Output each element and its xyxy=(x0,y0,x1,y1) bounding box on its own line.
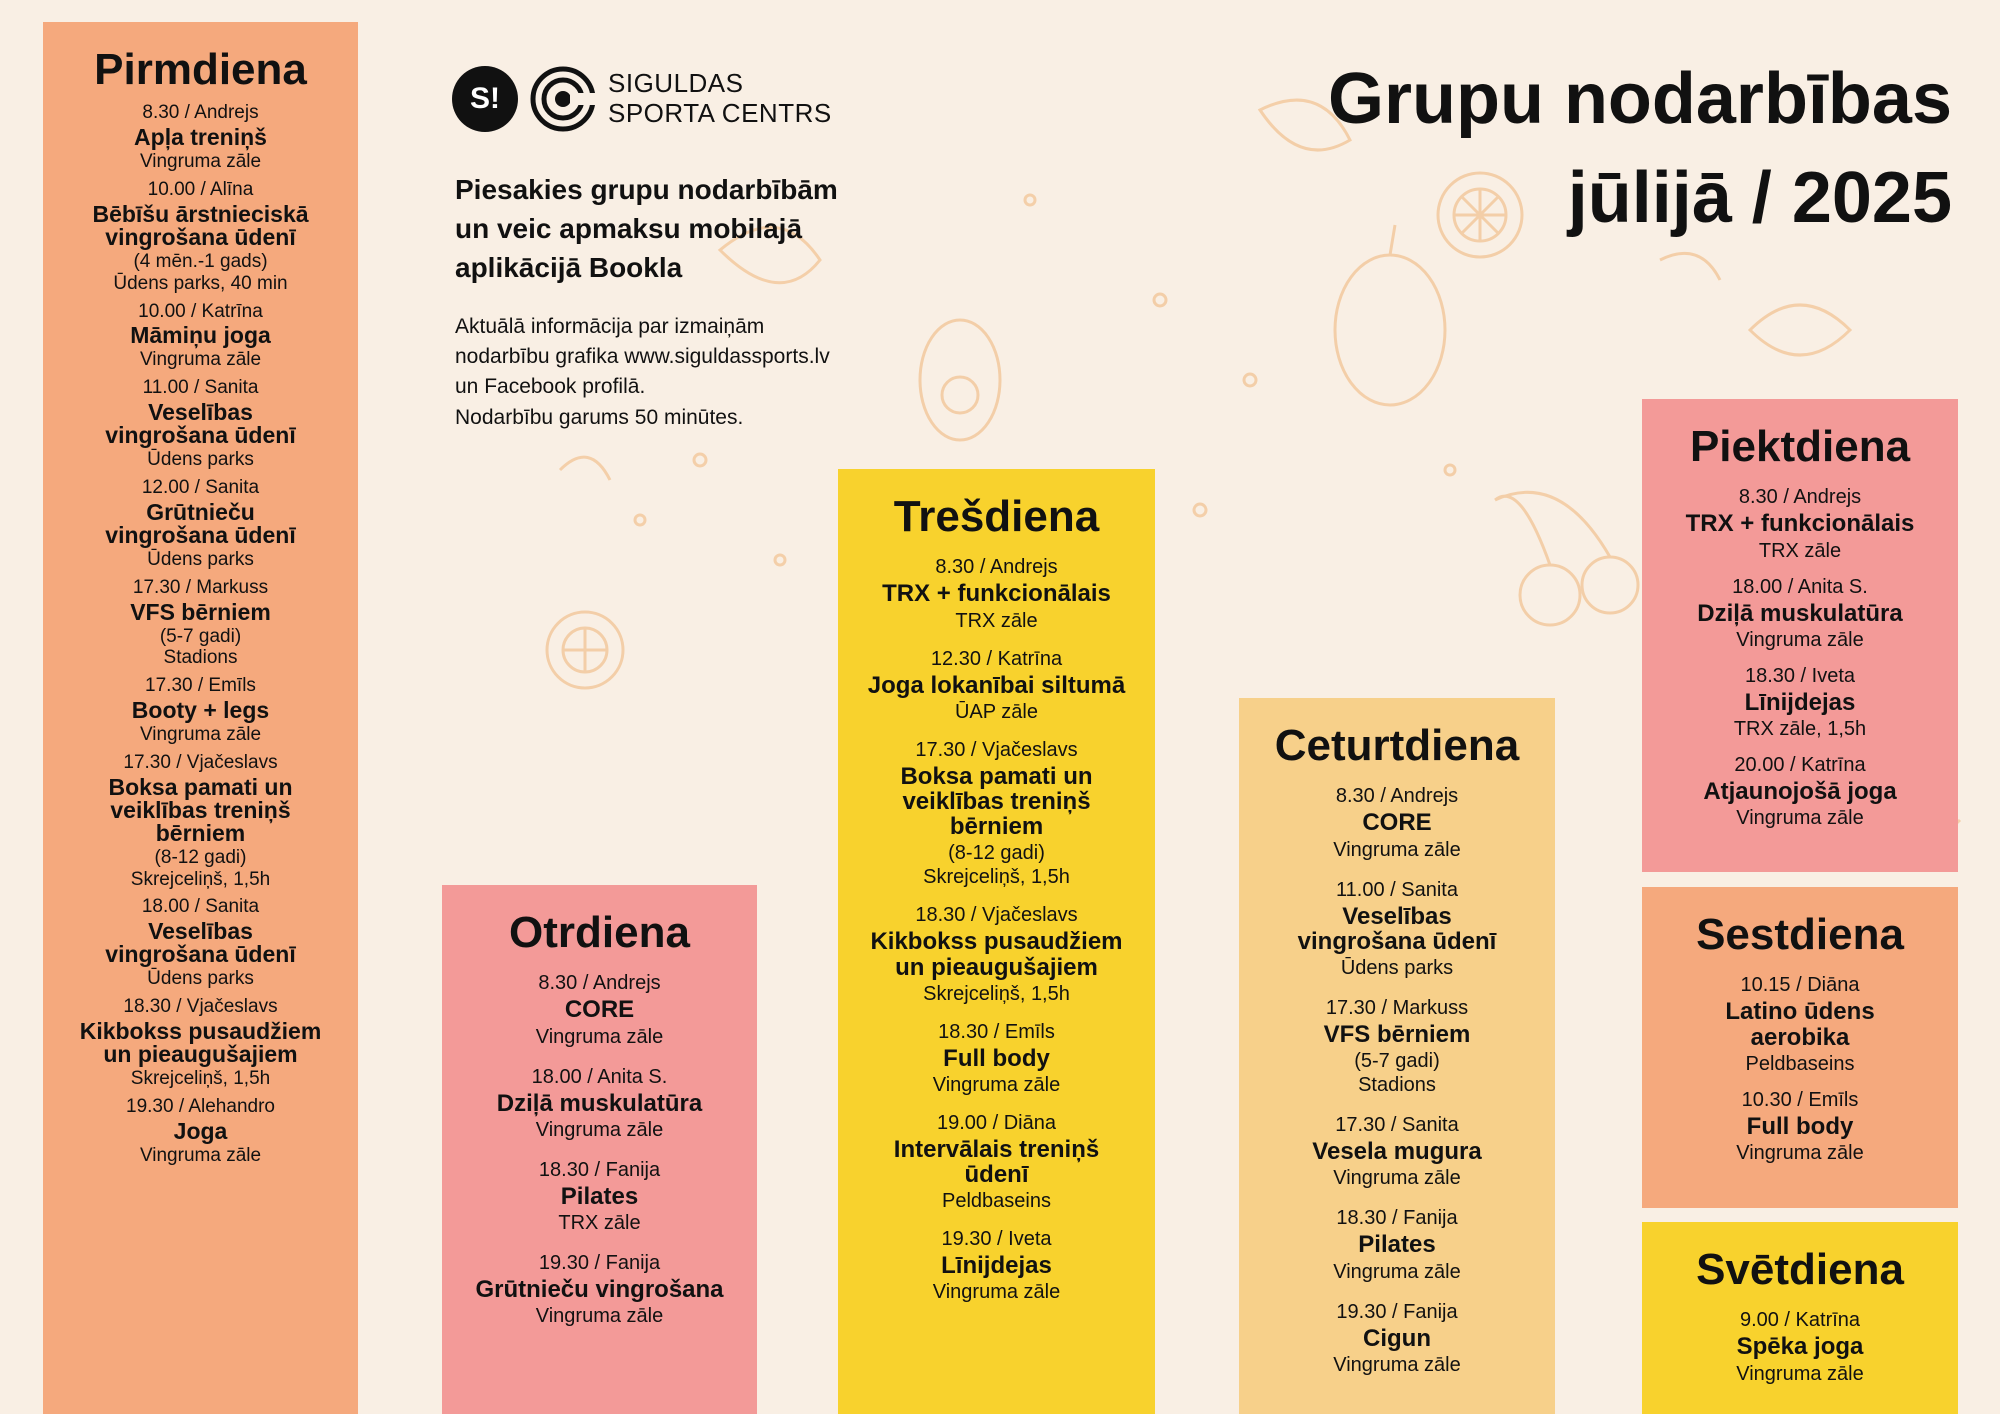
class-name-line: Joga lokanībai siltumā xyxy=(867,671,1126,699)
class-location-line: Vingruma zāle xyxy=(932,1073,1061,1096)
class-name-line: bērniem xyxy=(949,813,1044,841)
class-location-line: Skrejceliņš, 1,5h xyxy=(130,1067,271,1089)
day-title: Ceturtdiena xyxy=(1274,721,1520,770)
class-time-instructor: 18.00 / Anita S. xyxy=(1732,575,1868,598)
schedule-item xyxy=(51,301,350,372)
class-name-line: vingrošana ūdenī xyxy=(105,223,296,250)
class-name-line: vingrošana ūdenī xyxy=(105,422,296,449)
page-title-line-1: Grupu nodarbības xyxy=(1327,59,1952,139)
class-name xyxy=(450,1091,749,1116)
siguldas-sporta-centrs-logo xyxy=(452,66,832,132)
class-time-instructor: 8.30 / Andrejs xyxy=(1335,785,1459,808)
class-time-instructor: 17.30 / Markuss xyxy=(132,576,269,598)
day-column-saturday xyxy=(1642,887,1958,1208)
schedule-item xyxy=(51,577,350,670)
schedule-item xyxy=(450,1251,749,1328)
class-name xyxy=(1247,1326,1547,1351)
class-location xyxy=(846,982,1147,1006)
class-location xyxy=(51,151,350,173)
class-location-line: Skrejceliņš, 1,5h xyxy=(923,866,1070,889)
logo-text xyxy=(608,69,832,129)
day-column-wednesday xyxy=(838,469,1155,1414)
class-name-line: Boksa pamati un xyxy=(900,762,1093,790)
logo-ring-icon xyxy=(530,66,596,132)
class-name-line: Veselības xyxy=(148,918,253,945)
class-name-line: Grūtnieču xyxy=(146,498,255,525)
class-name xyxy=(846,673,1147,698)
class-location-line: Vingruma zāle xyxy=(139,724,262,746)
schedule-item xyxy=(450,1158,749,1235)
class-time-instructor: 8.30 / Andrejs xyxy=(935,556,1058,579)
class-location xyxy=(51,549,350,571)
class-location-line: Vingruma zāle xyxy=(1736,1362,1864,1385)
class-location-line: Stadions xyxy=(1358,1074,1436,1097)
class-name-line: Intervālais treniņš xyxy=(893,1135,1100,1163)
class-name xyxy=(51,773,350,846)
schedule-item xyxy=(1650,664,1950,741)
class-location xyxy=(51,251,350,295)
day-column-monday xyxy=(43,22,358,1414)
class-location xyxy=(846,700,1147,724)
class-location-line: Vingruma zāle xyxy=(1736,807,1864,830)
logo-mark: S! xyxy=(452,66,518,132)
class-name xyxy=(51,324,350,347)
class-name-line: vingrošana ūdenī xyxy=(105,941,296,968)
class-location-line: Ūdens parks xyxy=(147,968,254,990)
schedule-item xyxy=(846,647,1147,724)
schedule-item xyxy=(1650,753,1950,830)
class-name xyxy=(450,1277,749,1302)
schedule-item xyxy=(450,1065,749,1142)
class-name-line: Dziļā muskulatūra xyxy=(496,1089,703,1117)
class-location-line: Skrejceliņš, 1,5h xyxy=(923,982,1070,1005)
class-location xyxy=(1650,1141,1950,1165)
class-name-line: Veselības xyxy=(1342,902,1452,930)
class-name xyxy=(1650,779,1950,804)
class-location xyxy=(1650,1052,1950,1076)
class-name-line: Cigun xyxy=(1363,1324,1431,1352)
schedule-item xyxy=(1247,1206,1547,1283)
schedule-item xyxy=(51,1096,350,1167)
schedule-item xyxy=(51,377,350,471)
class-name-line: VFS bērniem xyxy=(130,598,271,625)
class-location-line: (8-12 gadi) xyxy=(948,842,1045,865)
class-location xyxy=(846,1280,1147,1304)
class-name-line: Pilates xyxy=(560,1182,639,1210)
schedule-item xyxy=(51,996,350,1090)
schedule-item xyxy=(846,555,1147,632)
class-location xyxy=(1650,717,1950,741)
class-time-instructor: 10.00 / Alīna xyxy=(147,179,254,201)
class-time-instructor: 8.30 / Andrejs xyxy=(538,972,661,995)
class-time-instructor: 9.00 / Katrīna xyxy=(1739,1309,1861,1332)
class-time-instructor: 19.30 / Alehandro xyxy=(126,1095,275,1117)
class-name-line: CORE xyxy=(564,996,635,1024)
day-column-thursday xyxy=(1239,698,1555,1414)
schedule-item xyxy=(1650,1088,1950,1165)
day-title: Otrdiena xyxy=(509,908,690,957)
class-name-line: ūdenī xyxy=(964,1161,1029,1189)
class-location xyxy=(1247,1260,1547,1284)
class-name-line: Līnijdejas xyxy=(941,1252,1052,1280)
day-title: Piektdiena xyxy=(1689,422,1911,471)
intro-info-line: Aktuālā informācija par izmaiņām xyxy=(455,314,765,338)
class-time-instructor: 11.00 / Sanita xyxy=(1336,878,1458,901)
class-name-line: Full body xyxy=(943,1044,1050,1072)
class-location xyxy=(1650,1362,1950,1386)
schedule-item xyxy=(1247,784,1547,861)
class-name-line: un pieaugušajiem xyxy=(895,953,1098,981)
day-title: Sestdiena xyxy=(1696,910,1904,959)
schedule-item xyxy=(846,903,1147,1005)
class-time-instructor: 12.30 / Katrīna xyxy=(930,647,1063,670)
class-location-line: Vingruma zāle xyxy=(1333,1353,1461,1376)
class-time-instructor: 18.30 / Vjačeslavs xyxy=(915,904,1078,927)
class-name xyxy=(846,1253,1147,1278)
schedule-item xyxy=(1247,996,1547,1097)
class-location-line: Ūdens parks xyxy=(1340,956,1454,979)
class-location-line: Ūdens parks, 40 min xyxy=(113,272,288,294)
class-name-line: Boksa pamati un xyxy=(108,773,293,800)
class-name-line: veiklības treniņš xyxy=(110,796,291,823)
schedule-item xyxy=(1247,1113,1547,1190)
schedule-item xyxy=(51,102,350,173)
intro-info-line: un Facebook profilā. xyxy=(455,375,646,399)
class-location-line: TRX zāle, 1,5h xyxy=(1733,717,1867,740)
class-name-line: Full body xyxy=(1746,1112,1854,1140)
class-location-line: Ūdens parks xyxy=(147,548,254,570)
schedule-item xyxy=(846,1227,1147,1304)
class-name xyxy=(51,699,350,722)
class-name xyxy=(1247,1232,1547,1257)
class-time-instructor: 18.30 / Vjačeslavs xyxy=(123,996,278,1018)
class-location-line: Vingruma zāle xyxy=(535,1025,664,1048)
class-location-line: ŪAP zāle xyxy=(954,700,1038,723)
class-name-line: veiklības treniņš xyxy=(902,787,1091,815)
day-title: Pirmdiena xyxy=(94,45,307,94)
class-name xyxy=(1247,904,1547,954)
class-name xyxy=(51,126,350,149)
class-name-line: TRX + funkcionālais xyxy=(882,580,1111,608)
page-title xyxy=(1328,50,1952,249)
class-name-line: Apļa treniņš xyxy=(134,124,267,151)
intro-headline-line: aplikācijā Bookla xyxy=(455,252,683,284)
class-time-instructor: 8.30 / Andrejs xyxy=(142,102,259,124)
class-name-line: Kikbokss pusaudžiem xyxy=(870,928,1123,956)
class-name-line: TRX + funkcionālais xyxy=(1685,510,1915,538)
class-location xyxy=(1247,1166,1547,1190)
class-location xyxy=(1650,628,1950,652)
class-name xyxy=(51,920,350,966)
class-location xyxy=(846,1189,1147,1213)
logo-line-1: SIGULDAS xyxy=(608,68,744,99)
class-time-instructor: 18.00 / Anita S. xyxy=(531,1065,668,1088)
class-name xyxy=(1650,999,1950,1049)
class-location-line: Vingruma zāle xyxy=(1333,1260,1461,1283)
class-name-line: Latino ūdens xyxy=(1725,998,1875,1026)
class-name xyxy=(51,401,350,447)
class-name-line: Dziļā muskulatūra xyxy=(1697,599,1903,627)
class-name-line: vingrošana ūdenī xyxy=(1297,927,1497,955)
day-title: Trešdiena xyxy=(893,492,1100,541)
class-name-line: Booty + legs xyxy=(131,697,270,724)
class-location xyxy=(1650,539,1950,563)
intro-info xyxy=(455,312,925,434)
class-name xyxy=(450,1184,749,1209)
class-time-instructor: 11.00 / Sanita xyxy=(142,377,259,399)
class-name xyxy=(846,1046,1147,1071)
intro-block xyxy=(455,170,925,433)
class-time-instructor: 10.30 / Emīls xyxy=(1741,1088,1859,1111)
class-name xyxy=(51,1017,350,1067)
schedule-item xyxy=(846,1020,1147,1097)
class-location-line: Peldbaseins xyxy=(1745,1052,1855,1075)
class-location xyxy=(51,1068,350,1090)
class-name-line: Kikbokss pusaudžiem xyxy=(79,1017,322,1044)
class-name-line: un pieaugušajiem xyxy=(103,1040,298,1067)
class-location-line: (8-12 gadi) xyxy=(154,846,247,868)
class-time-instructor: 17.30 / Vjačeslavs xyxy=(915,738,1078,761)
class-location xyxy=(51,724,350,746)
class-time-instructor: 18.30 / Iveta xyxy=(1744,664,1856,687)
class-location xyxy=(1247,956,1547,980)
schedule-item xyxy=(846,1111,1147,1213)
class-location-line: TRX zāle xyxy=(1758,539,1842,562)
class-name xyxy=(846,1137,1147,1187)
class-name-line: bērniem xyxy=(155,819,246,846)
class-location xyxy=(846,841,1147,889)
class-location xyxy=(51,626,350,670)
schedule-item xyxy=(51,752,350,891)
class-location xyxy=(1247,838,1547,862)
logo-line-2: SPORTA CENTRS xyxy=(608,98,832,128)
class-location xyxy=(846,1073,1147,1097)
class-location-line: (4 mēn.-1 gads) xyxy=(133,250,268,272)
class-name-line: Pilates xyxy=(1358,1231,1436,1259)
class-name-line: Joga xyxy=(173,1117,228,1144)
class-name-line: vingrošana ūdenī xyxy=(105,521,296,548)
class-name-line: Spēka joga xyxy=(1736,1333,1864,1361)
class-name xyxy=(1247,1022,1547,1047)
class-name xyxy=(1650,1114,1950,1139)
schedule-item xyxy=(846,738,1147,890)
class-time-instructor: 18.30 / Emīls xyxy=(938,1020,1055,1043)
class-name-line: Māmiņu joga xyxy=(130,322,271,349)
class-location-line: Peldbaseins xyxy=(942,1190,1051,1213)
intro-headline xyxy=(455,170,925,288)
class-location xyxy=(450,1304,749,1328)
class-location-line: Ūdens parks xyxy=(147,449,254,471)
class-location-line: Vingruma zāle xyxy=(1333,838,1461,861)
class-name-line: Atjaunojošā joga xyxy=(1703,777,1897,805)
class-time-instructor: 20.00 / Katrīna xyxy=(1734,753,1866,776)
class-location-line: Vingruma zāle xyxy=(535,1118,664,1141)
class-name-line: Grūtnieču vingrošana xyxy=(475,1275,724,1303)
class-name xyxy=(51,200,350,250)
class-location xyxy=(450,1211,749,1235)
class-name xyxy=(1650,601,1950,626)
class-location-line: Vingruma zāle xyxy=(932,1281,1061,1304)
class-name xyxy=(846,929,1147,979)
class-location xyxy=(1247,1353,1547,1377)
schedule-item xyxy=(450,971,749,1048)
schedule-item xyxy=(51,179,350,295)
class-name xyxy=(846,764,1147,840)
class-time-instructor: 8.30 / Andrejs xyxy=(1738,486,1862,509)
class-location-line: Stadions xyxy=(163,647,238,669)
class-location xyxy=(1247,1049,1547,1097)
class-time-instructor: 17.30 / Sanita xyxy=(1335,1114,1459,1137)
schedule-item xyxy=(51,675,350,746)
class-time-instructor: 17.30 / Vjačeslavs xyxy=(123,751,278,773)
class-location-line: TRX zāle xyxy=(955,609,1038,632)
schedule-item xyxy=(1650,1308,1950,1385)
class-location-line: Vingruma zāle xyxy=(1333,1167,1461,1190)
class-time-instructor: 12.00 / Sanita xyxy=(141,476,260,498)
class-name xyxy=(1650,690,1950,715)
cherry-doodle xyxy=(1520,565,1580,625)
class-name-line: aerobika xyxy=(1750,1023,1850,1051)
class-time-instructor: 17.30 / Markuss xyxy=(1325,996,1469,1019)
class-name xyxy=(51,1117,350,1144)
intro-info-line: nodarbību grafika www.siguldassports.lv xyxy=(455,345,830,368)
schedule-item xyxy=(1650,973,1950,1075)
class-time-instructor: 18.30 / Fanija xyxy=(538,1158,661,1181)
class-time-instructor: 19.00 / Diāna xyxy=(937,1111,1056,1134)
intro-headline-line: Piesakies grupu nodarbībām xyxy=(455,174,838,205)
class-location xyxy=(51,449,350,471)
class-name xyxy=(51,498,350,548)
class-location xyxy=(450,1118,749,1142)
class-location-line: Skrejceliņš, 1,5h xyxy=(130,868,271,890)
pear-doodle xyxy=(1335,255,1445,405)
class-location-line: Vingruma zāle xyxy=(139,1144,262,1166)
class-name-line: Bēbīšu ārstnieciskā xyxy=(92,200,309,227)
class-location-line: Vingruma zāle xyxy=(1736,628,1864,651)
class-name-line: Līnijdejas xyxy=(1744,688,1856,716)
class-time-instructor: 18.00 / Sanita xyxy=(141,896,260,918)
schedule-item xyxy=(1247,878,1547,980)
class-name xyxy=(846,581,1147,606)
day-column-sunday xyxy=(1642,1222,1958,1414)
class-location xyxy=(51,847,350,891)
class-name xyxy=(51,598,350,625)
class-name xyxy=(1247,1139,1547,1164)
class-location-line: Vingruma zāle xyxy=(1736,1141,1864,1164)
class-name-line: Vesela mugura xyxy=(1312,1138,1482,1166)
day-column-friday xyxy=(1642,399,1958,872)
day-column-tuesday xyxy=(442,885,757,1414)
class-time-instructor: 10.00 / Katrīna xyxy=(138,300,263,322)
day-title: Svētdiena xyxy=(1696,1245,1904,1294)
class-name xyxy=(1650,1334,1950,1359)
class-name-line: Veselības xyxy=(148,399,253,426)
class-location xyxy=(51,349,350,371)
class-location xyxy=(51,1145,350,1167)
class-time-instructor: 19.30 / Iveta xyxy=(941,1228,1052,1251)
class-location xyxy=(846,609,1147,633)
class-time-instructor: 19.30 / Fanija xyxy=(1336,1300,1458,1323)
avocado-doodle xyxy=(920,320,1000,440)
schedule-item xyxy=(51,477,350,571)
page-title-line-2: jūlijā / 2025 xyxy=(1567,158,1952,239)
class-time-instructor: 10.15 / Diāna xyxy=(1740,974,1860,997)
schedule-item xyxy=(1650,575,1950,652)
class-location-line: Vingruma zāle xyxy=(139,349,262,371)
schedule-item xyxy=(51,896,350,990)
class-location xyxy=(51,968,350,990)
class-time-instructor: 17.30 / Emīls xyxy=(145,675,256,697)
class-location xyxy=(450,1025,749,1049)
class-name-line: VFS bērniem xyxy=(1323,1020,1471,1048)
class-location xyxy=(1650,806,1950,830)
class-name xyxy=(1650,511,1950,536)
schedule-item xyxy=(1650,485,1950,562)
class-name-line: CORE xyxy=(1362,809,1432,837)
class-location-line: (5-7 gadi) xyxy=(1354,1050,1440,1073)
class-name xyxy=(1247,810,1547,835)
class-location-line: Vingruma zāle xyxy=(535,1305,664,1328)
intro-info-line: Nodarbību garums 50 minūtes. xyxy=(455,405,744,429)
class-location-line: TRX zāle xyxy=(558,1211,641,1234)
class-location-line: Vingruma zāle xyxy=(139,151,262,173)
class-time-instructor: 18.30 / Fanija xyxy=(1336,1207,1458,1230)
class-name xyxy=(450,997,749,1022)
schedule-item xyxy=(1247,1300,1547,1377)
class-time-instructor: 19.30 / Fanija xyxy=(538,1251,661,1274)
class-location-line: (5-7 gadi) xyxy=(159,625,242,647)
intro-headline-line: un veic apmaksu mobilajā xyxy=(455,213,803,245)
